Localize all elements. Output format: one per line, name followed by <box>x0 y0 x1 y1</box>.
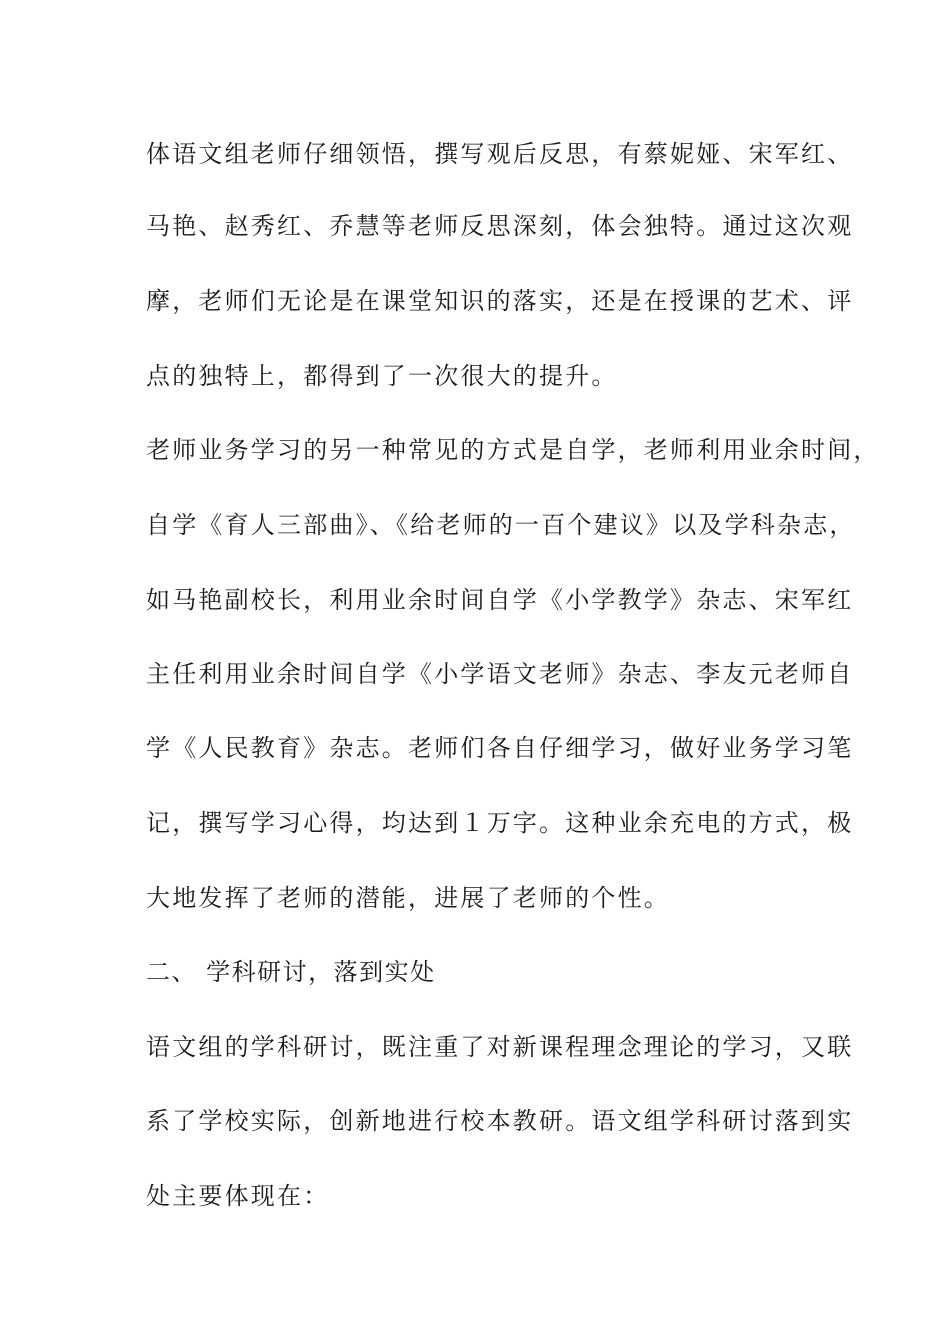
paragraph-line: 记，撰写学习心得，均达到１万字。这种业余充电的方式，极 <box>146 809 854 837</box>
paragraph-line: 学《人民教育》杂志。老师们各自仔细学习，做好业务学习笔 <box>146 734 854 762</box>
paragraph-line: 处主要体现在： <box>146 1182 330 1210</box>
paragraph-line: 主任利用业余时间自学《小学语文老师》杂志、李友元老师自 <box>146 660 854 688</box>
paragraph-line: 自学《育人三部曲》、《给老师的一百个建议》以及学科杂志， <box>146 511 856 539</box>
paragraph-line: 老师业务学习的另一种常见的方式是自学，老师利用业余时间， <box>146 436 880 464</box>
paragraph-line: 摩，老师们无论是在课堂知识的落实，还是在授课的艺术、评 <box>146 287 854 315</box>
paragraph-line: 马艳、赵秀红、乔慧等老师反思深刻，体会独特。通过这次观 <box>146 212 854 240</box>
paragraph-line: 系了学校实际，创新地进行校本教研。语文组学科研讨落到实 <box>146 1107 854 1135</box>
paragraph-line: 点的独特上，都得到了一次很大的提升。 <box>146 362 618 390</box>
section-heading: 二、 学科研讨，落到实处 <box>146 958 436 986</box>
paragraph-line: 体语文组老师仔细领悟，撰写观后反思，有蔡妮娅、宋军红、 <box>146 140 854 168</box>
paragraph-line: 语文组的学科研讨，既注重了对新课程理念理论的学习，又联 <box>146 1033 854 1061</box>
paragraph-line: 大地发挥了老师的潜能，进展了老师的个性。 <box>146 884 670 912</box>
paragraph-line: 如马艳副校长，利用业余时间自学《小学教学》杂志、宋军红 <box>146 586 854 614</box>
